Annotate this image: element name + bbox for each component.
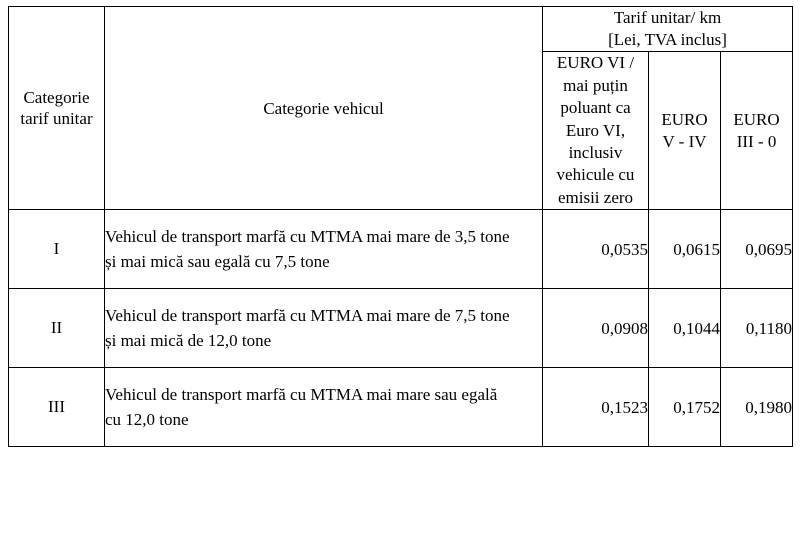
header-euro5-4-column	[649, 52, 721, 210]
header-euro6-line-4: Euro VI,	[565, 120, 626, 140]
row-price-euro6-II: 0,0908	[543, 289, 649, 368]
row-price-euro3-0-III: 0,1980	[721, 368, 793, 447]
header-euro6-line-6: vehicule cu	[556, 165, 635, 185]
table-row	[9, 210, 793, 289]
header-euro3-0-line2: III - 0	[736, 131, 777, 151]
table-row	[9, 368, 793, 447]
row-price-euro3-0-I: 0,0695	[721, 210, 793, 289]
row-vehicle-line1-III: Vehicul de transport marfă cu MTMA mai mare sau egală	[105, 384, 498, 404]
table-row	[9, 289, 793, 368]
header-euro6-line-5: inclusiv	[568, 142, 623, 162]
header-euro6-line-7: emisii zero	[557, 187, 634, 207]
header-tariff-unit-line2: [Lei, TVA inclus]	[608, 30, 727, 50]
row-vehicle-line2-III: cu 12,0 tone	[105, 410, 189, 430]
header-euro5-4-line1: EURO	[661, 109, 708, 129]
table-header-row-1	[9, 7, 793, 52]
row-price-euro6-III: 0,1523	[543, 368, 649, 447]
tariff-table	[8, 6, 793, 447]
header-euro6-column	[543, 52, 649, 210]
row-price-euro5-4-I: 0,0615	[649, 210, 721, 289]
row-price-euro5-4-II: 0,1044	[649, 289, 721, 368]
row-vehicle-line2-I: și mai mică sau egală cu 7,5 tone	[105, 252, 330, 272]
row-category-I: I	[9, 210, 105, 289]
header-category-tariff-line2: tarif unitar	[20, 109, 93, 129]
header-tariff-unit-line1: Tarif unitar/ km	[613, 8, 722, 27]
header-category-tariff-line1: Categorie	[23, 87, 90, 107]
header-euro3-0-column	[721, 52, 793, 210]
header-tariff-unit	[543, 7, 793, 52]
header-euro5-4-line2: V - IV	[662, 131, 707, 151]
header-euro6-line-1: EURO VI /	[556, 53, 635, 73]
row-vehicle-line1-I: Vehicul de transport marfă cu MTMA mai mare de 3,5 tone	[105, 226, 510, 246]
row-vehicle-description-I	[105, 210, 543, 289]
row-vehicle-line2-II: și mai mică de 12,0 tone	[105, 331, 272, 351]
row-price-euro6-I: 0,0535	[543, 210, 649, 289]
header-category-tariff	[9, 7, 105, 210]
row-category-II: II	[9, 289, 105, 368]
row-price-euro5-4-III: 0,1752	[649, 368, 721, 447]
row-vehicle-description-III	[105, 368, 543, 447]
header-euro6-line-3: poluant ca	[560, 98, 631, 118]
header-euro3-0-line1: EURO	[733, 109, 780, 129]
row-price-euro3-0-II: 0,1180	[721, 289, 793, 368]
row-vehicle-description-II	[105, 289, 543, 368]
header-euro6-line-2: mai puțin	[563, 75, 628, 95]
header-vehicle-category: Categorie vehicul	[105, 7, 543, 210]
row-vehicle-line1-II: Vehicul de transport marfă cu MTMA mai mare de 7,5 tone	[105, 305, 510, 325]
row-category-III: III	[9, 368, 105, 447]
